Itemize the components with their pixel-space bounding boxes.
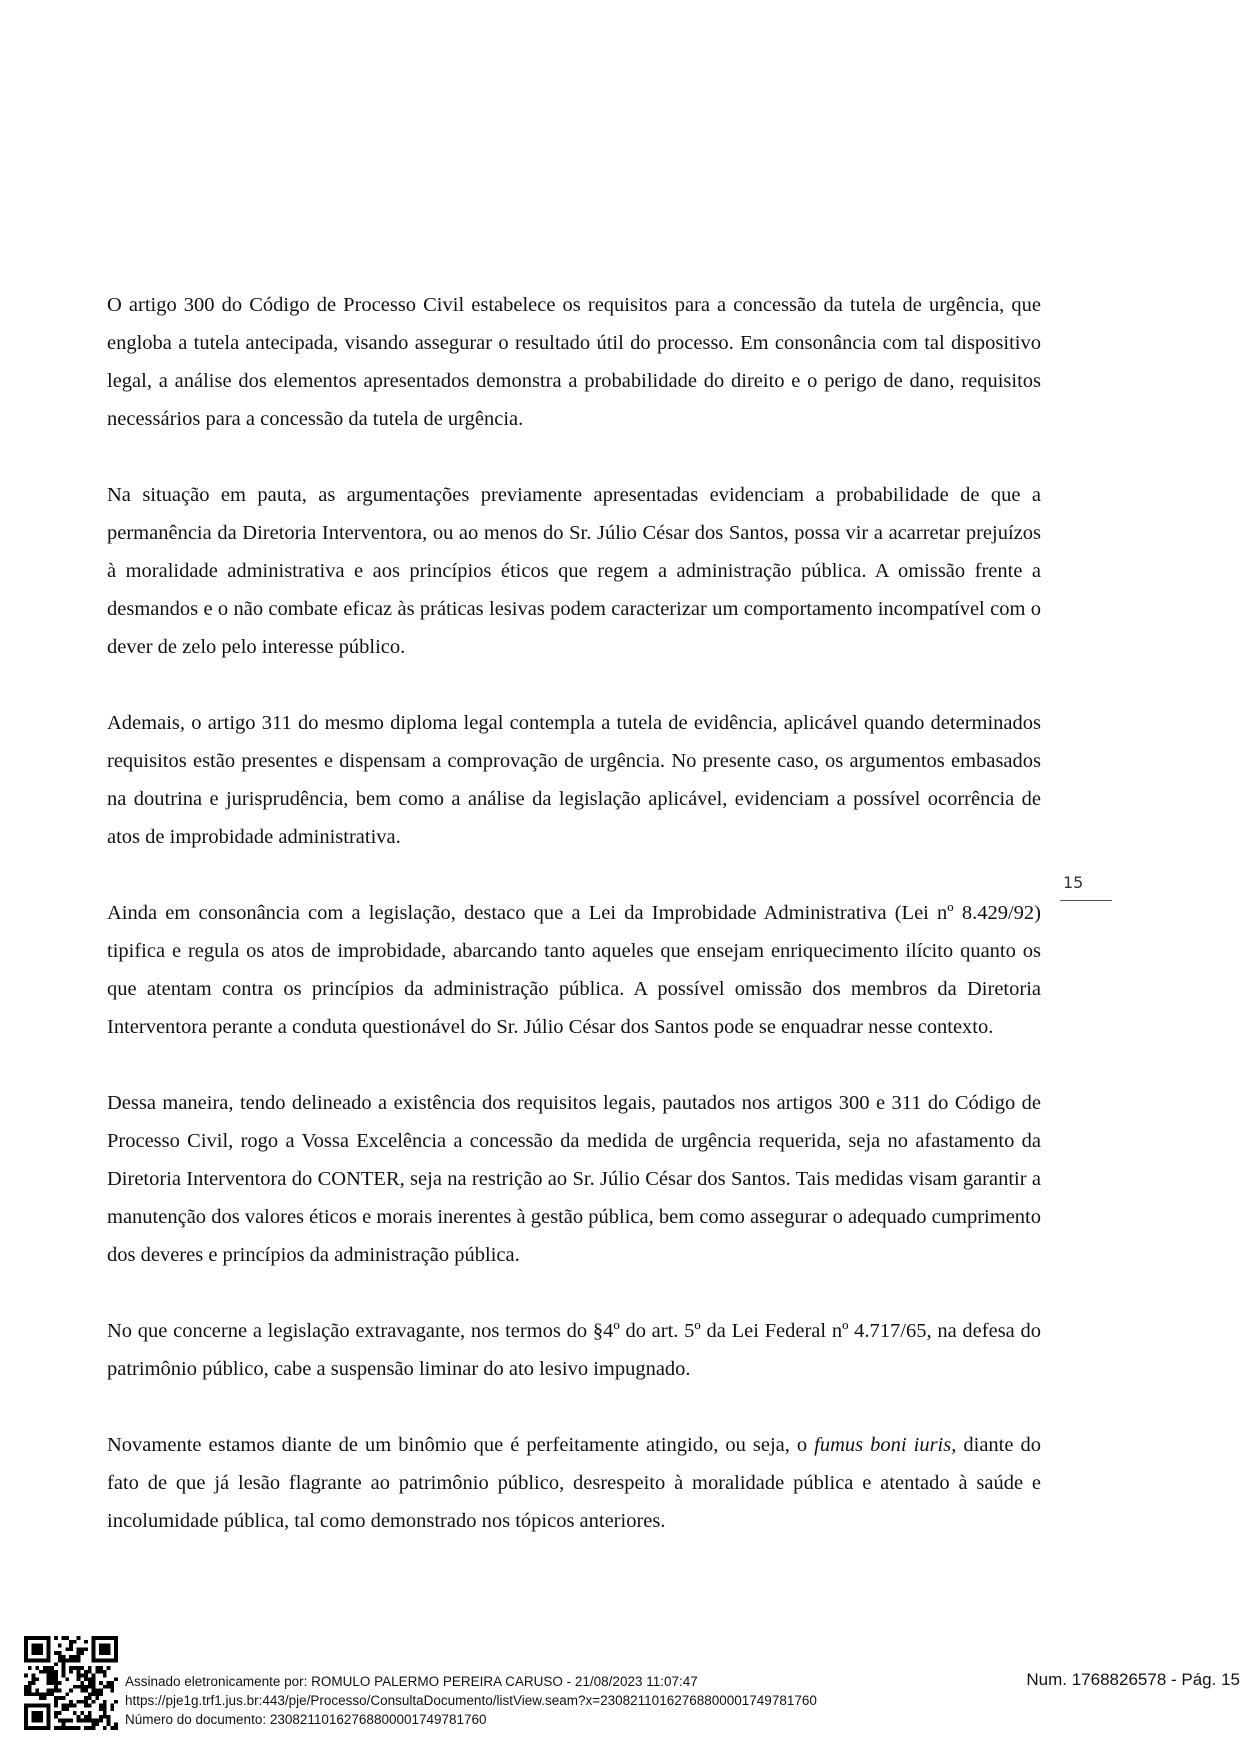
document-body: [107, 286, 1041, 1578]
paragraph-legislacao-extravagante: No que concerne a legislação extravagante, nos termos do §4º do art. 5º da Lei Federal nº 4.717/65, na defesa do patrimônio público, cabe a suspensão liminar do ato lesivo impugnado.: [107, 1320, 1041, 1380]
paragraph-fumus-boni-iuris: [107, 1426, 1041, 1540]
paragraph-requerimento: Dessa maneira, tendo delineado a existência dos requisitos legais, pautados nos artigos 300 e 311 do Código de Processo Civil, rogo a Vossa Excelência a concessão da medida de urgência requerida, seja no afastamento da Diretoria Interventora do CONTER, seja na restrição ao Sr. Júlio César dos Santos. Tais medidas visam garantir a manutenção dos valores éticos e morais inerentes à gestão pública, bem como assegurar o adequado cumprimento dos deveres e princípios da administração pública.: [107, 1092, 1041, 1266]
paragraph-situacao-pauta: Na situação em pauta, as argumentações previamente apresentadas evidenciam a probabilidade de que a permanência da Diretoria Interventora, ou ao menos do Sr. Júlio César dos Santos, possa vir a acarretar prejuízos à moralidade administrativa e aos princípios éticos que regem a administração pública. A omissão frente a desmandos e o não combate eficaz às práticas lesivas podem caracterizar um comportamento incompatível com o dever de zelo pelo interesse público.: [107, 484, 1041, 658]
margin-page-rule: [1060, 900, 1112, 901]
document-url[interactable]: https://pje1g.trf1.jus.br:443/pje/Processo/ConsultaDocumento/listView.seam?x=23082110162768800001749781760: [125, 1693, 817, 1708]
paragraph-tutela-evidencia: Ademais, o artigo 311 do mesmo diploma legal contempla a tutela de evidência, aplicável quando determinados requisitos estão presentes e dispensam a comprovação de urgência. No presente caso, os argumentos embasados na doutrina e jurisprudência, bem como a análise da legislação aplicável, evidenciam a possível ocorrência de atos de improbidade administrativa.: [107, 712, 1041, 848]
paragraph-text-before: Novamente estamos diante de um binômio que é perfeitamente atingido, ou seja, o: [107, 1434, 815, 1456]
paragraph-text-after: diante do fato de que já lesão flagrante ao patrimônio público, desrespeito à moralidade pública e atentado à saúde e incolumidade pública, tal como demonstrado nos tópicos anteriores.: [107, 1434, 1041, 1532]
paragraph-lei-improbidade: Ainda em consonância com a legislação, destaco que a Lei da Improbidade Administrativa (Lei nº 8.429/92) tipifica e regula os atos de improbidade, abarcando tanto aqueles que ensejam enriquecimento ilícito quanto os que atentam contra os princípios da administração pública. A possível omissão dos membros da Diretoria Interventora perante a conduta questionável do Sr. Júlio César dos Santos pode se enquadrar nesse contexto.: [107, 902, 1041, 1038]
latin-term: fumus boni iuris,: [814, 1434, 957, 1456]
margin-page-number: 15: [1063, 873, 1084, 892]
electronic-signature: [125, 1672, 817, 1729]
document-number: Número do documento: 23082110162768800001749781760: [125, 1712, 487, 1727]
qr-code-icon: [24, 1636, 118, 1730]
page-number-label: Num. 1768826578 - Pág. 15: [1026, 1670, 1240, 1689]
margin-page-marker: [1060, 872, 1112, 901]
paragraph-tutela-urgencia: O artigo 300 do Código de Processo Civil estabelece os requisitos para a concessão da tutela de urgência, que engloba a tutela antecipada, visando assegurar o resultado útil do processo. Em consonância com tal dispositivo legal, a análise dos elementos apresentados demonstra a probabilidade do direito e o perigo de dano, requisitos necessários para a concessão da tutela de urgência.: [107, 294, 1041, 430]
signed-by-text: Assinado eletronicamente por: ROMULO PALERMO PEREIRA CARUSO - 21/08/2023 11:07:47: [125, 1674, 698, 1689]
